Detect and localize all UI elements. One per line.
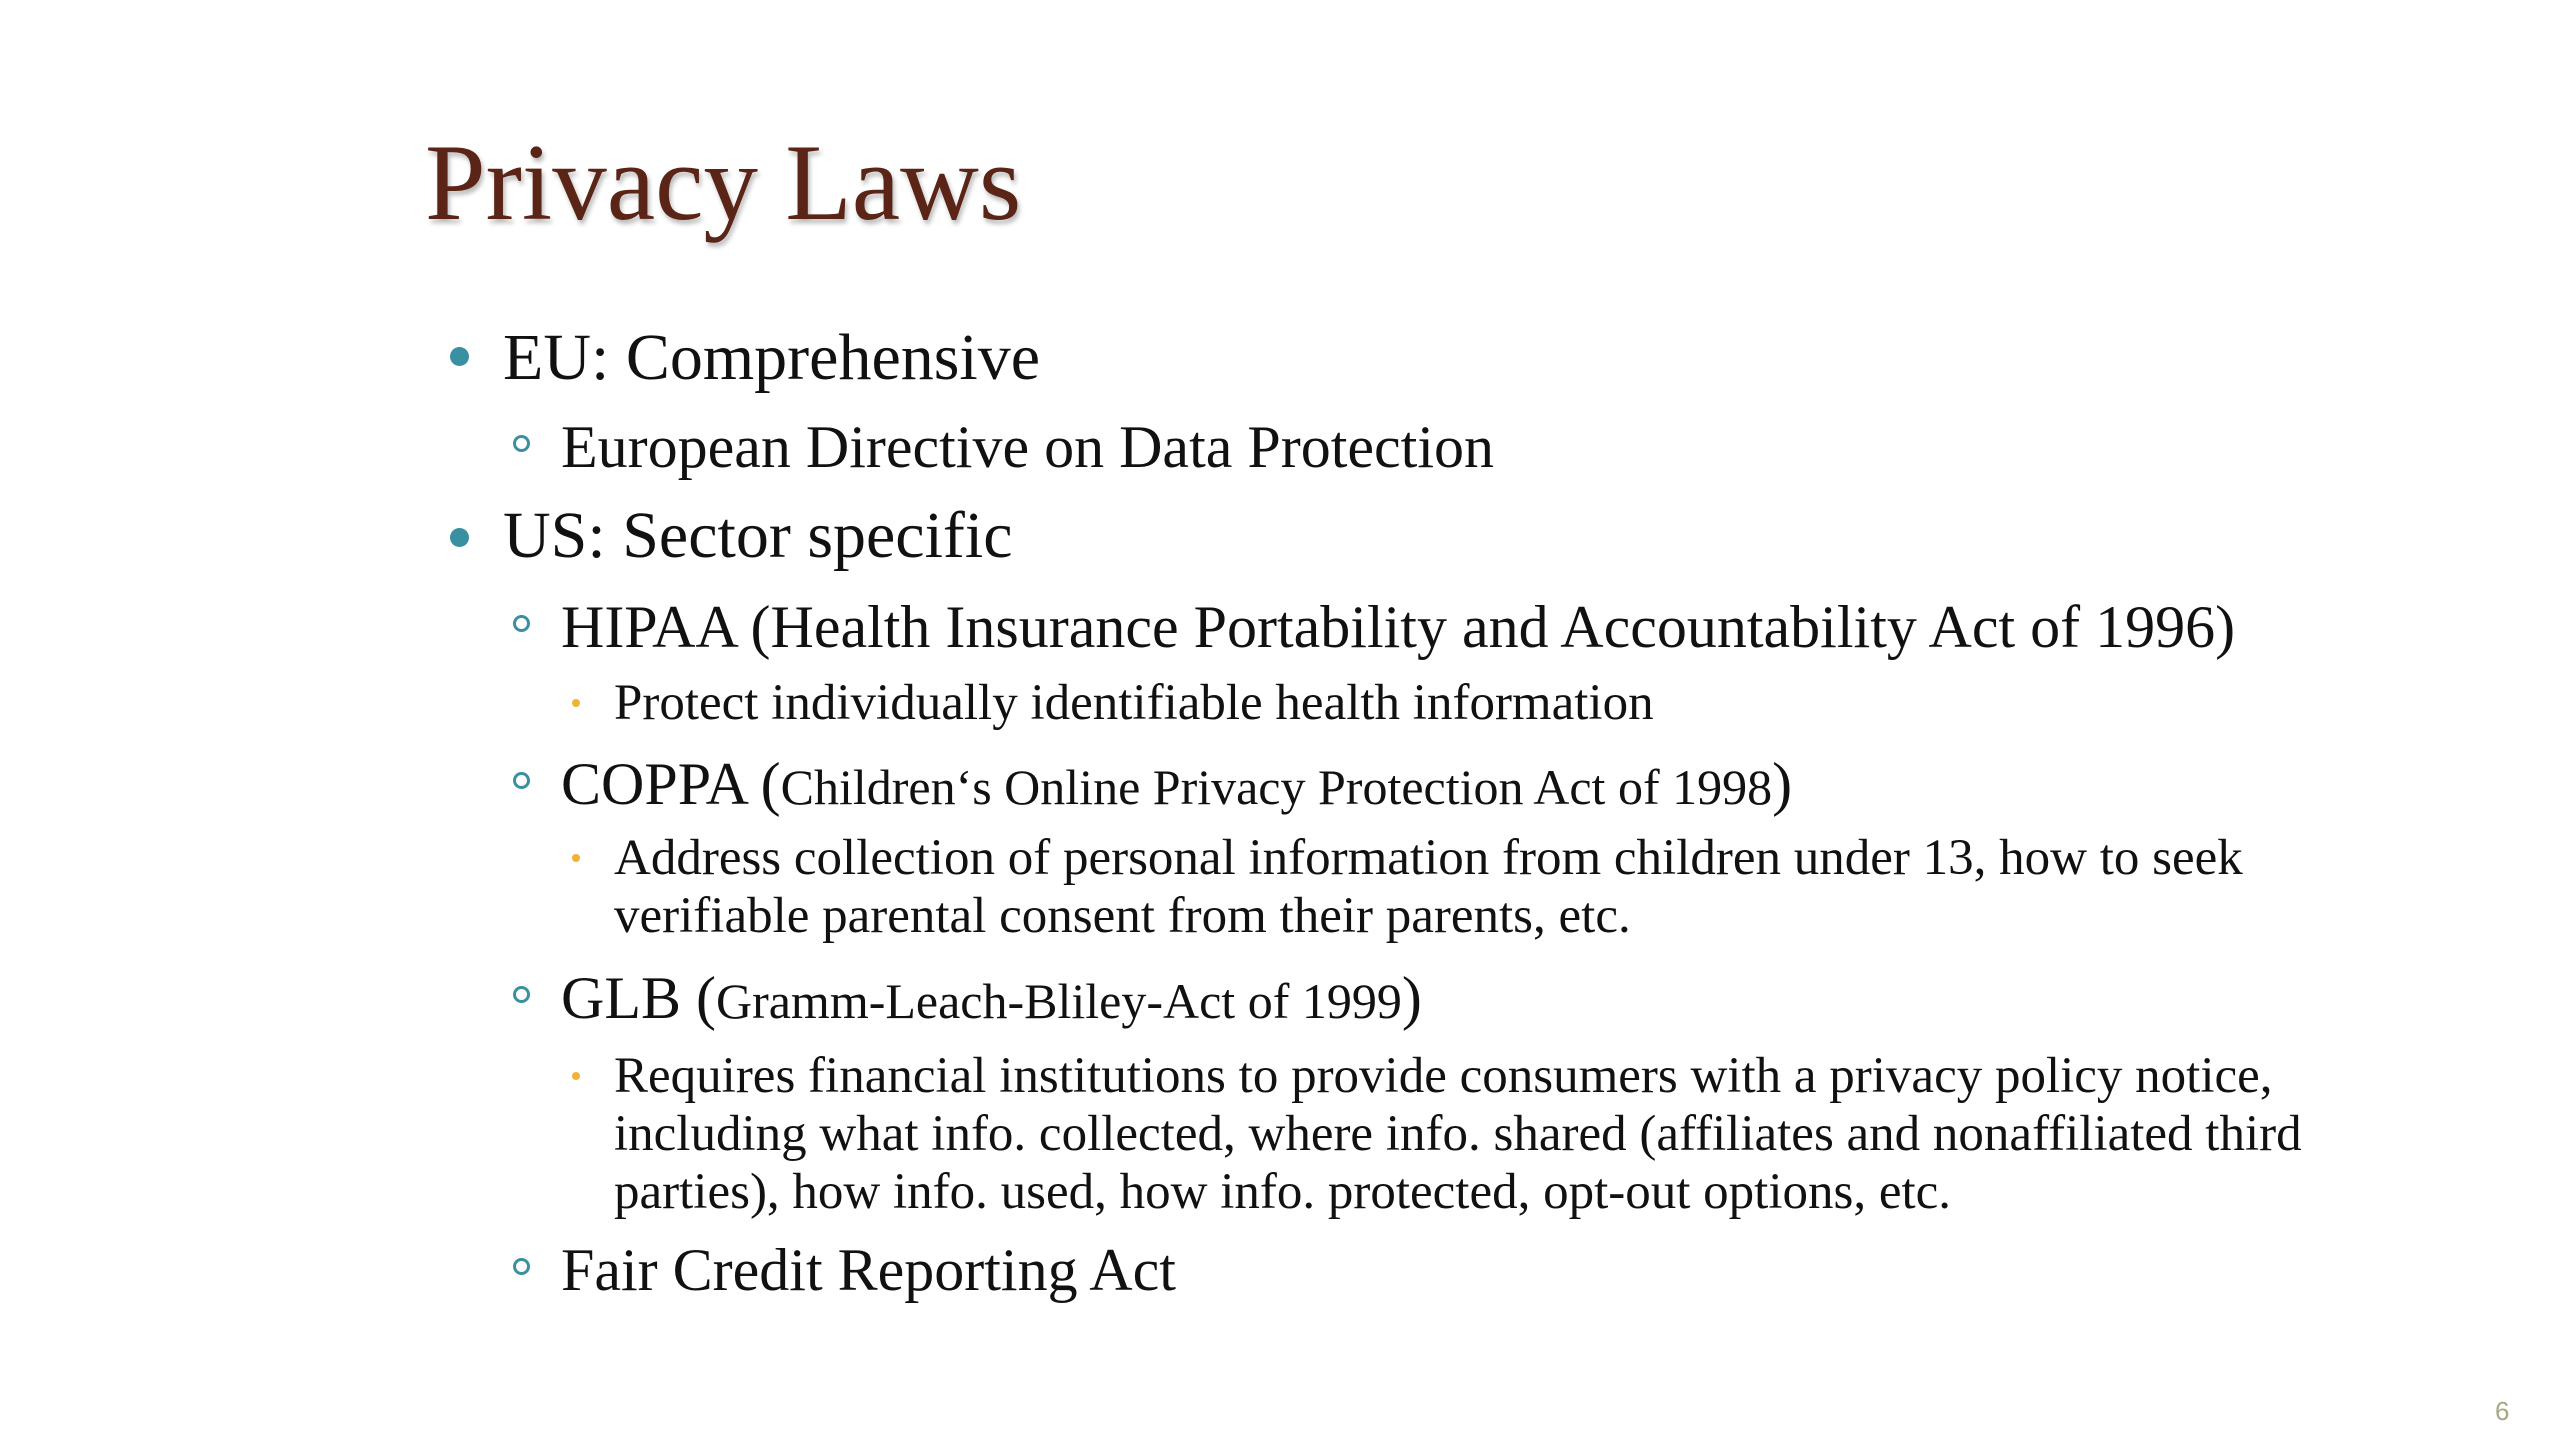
sub-bullet-icon: [513, 772, 530, 789]
page-number: 6: [2495, 1396, 2510, 1426]
text-line: including what info. collected, where info. shared (affiliates and nonaffiliated third: [614, 1106, 2302, 1162]
coppa-close: ): [1772, 751, 1793, 817]
glb-full-name: Gramm-Leach-Bliley-Act of 1999: [715, 973, 1402, 1029]
coppa-full-name: Children‘s Online Privacy Protection Act of 1998: [780, 759, 1773, 815]
bullet-fcra: Fair Credit Reporting Act: [561, 1237, 1176, 1303]
bullet-glb-detail: [614, 1048, 2302, 1225]
bullet-us: US: Sector specific: [503, 499, 1013, 572]
bullet-eu-directive: European Directive on Data Protection: [561, 414, 1494, 480]
text-line: Requires financial institutions to provide consumers with a privacy policy notice,: [614, 1048, 2273, 1104]
sub-bullet-icon: [513, 435, 530, 452]
bullet-coppa-detail: [614, 830, 2243, 949]
bullet-icon: [450, 347, 469, 366]
sub-bullet-icon: [513, 986, 530, 1003]
bullet-glb: [561, 965, 1422, 1031]
bullet-hipaa: HIPAA (Health Insurance Portability and Accountability Act of 1996): [561, 594, 2236, 660]
bullet-hipaa-detail: Protect individually identifiable health information: [614, 675, 1654, 731]
slide-title: Privacy Laws: [425, 122, 1022, 243]
sub-bullet-icon: [513, 615, 530, 632]
sub-bullet-icon: [513, 1258, 530, 1275]
tertiary-bullet-icon: [572, 699, 580, 707]
bullet-coppa: [561, 751, 1793, 817]
tertiary-bullet-icon: [572, 854, 580, 862]
bullet-eu: EU: Comprehensive: [503, 321, 1041, 394]
tertiary-bullet-icon: [572, 1072, 580, 1080]
bullet-icon: [450, 528, 469, 547]
text-line: Address collection of personal information from children under 13, how to seek: [614, 830, 2243, 886]
glb-close: ): [1401, 965, 1422, 1031]
glb-name: GLB (: [561, 965, 716, 1031]
text-line: parties), how info. used, how info. protected, opt-out options, etc.: [614, 1164, 1952, 1220]
coppa-name: COPPA (: [561, 751, 781, 817]
text-line: verifiable parental consent from their parents, etc.: [614, 888, 1631, 944]
